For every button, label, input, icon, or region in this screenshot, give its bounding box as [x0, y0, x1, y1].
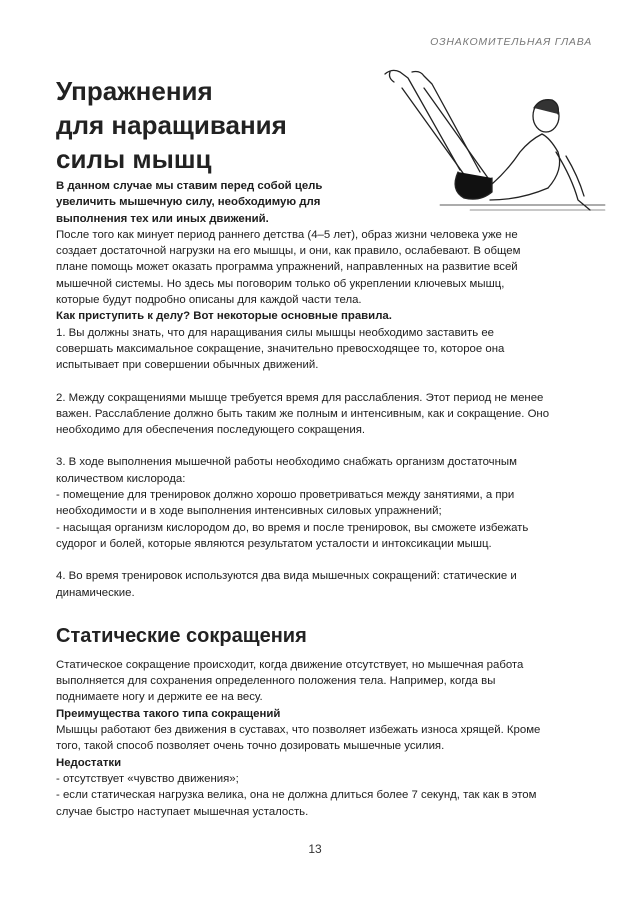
page-title	[56, 74, 287, 176]
rule-item: 1. Вы должны знать, что для наращивания силы мышцы необходимо заставить ее совершать максимальное сокращение, значительно превосходящее то, которое она испытывает при совершении обычных движений.	[56, 326, 505, 372]
section-heading: Статические сокращения	[56, 624, 307, 647]
title-line: для наращивания	[56, 110, 287, 140]
page-number: 13	[308, 842, 322, 856]
advantages-heading: Преимущества такого типа сокращений	[56, 707, 281, 720]
chapter-label: ОЗНАКОМИТЕЛЬНАЯ ГЛАВА	[430, 36, 592, 48]
rules-heading: Как приступить к делу? Вот некоторые основные правила.	[56, 310, 392, 323]
rule-item: - насыщая организм кислородом до, во время и после тренировок, вы сможете избежать судорог и болей, которые являются результатом усталости и интоксикации мышц.	[56, 521, 529, 550]
rule-item: 3. В ходе выполнения мышечной работы необходимо снабжать организм достаточным количеством кислорода:	[56, 456, 517, 485]
rule-item: 2. Между сокращениями мышце требуется время для расслабления. Этот период не менее важен. Расслабление должно быть таким же полным и интенсивным, как и сокращение. Оно необходимо для обеспечения последующего сокращения.	[56, 391, 550, 437]
static-paragraph: Статическое сокращение происходит, когда движение отсутствует, но мышечная работа выполняется для сохранения определенного положения тела. Например, когда вы поднимаете ногу и держите ее на весу.	[56, 658, 524, 704]
disadvantage-item: - если статическая нагрузка велика, она не должна длиться более 7 секунд, так как в этом случае быстро наступает мышечная усталость.	[56, 789, 537, 818]
intro-lead: В данном случае мы ставим перед собой цель увеличить мышечную силу, необходимую для выполнения тех или иных движений.	[56, 180, 323, 225]
title-line: силы мышц	[56, 144, 212, 174]
title-line: Упражнения	[56, 76, 213, 106]
rule-item: 4. Во время тренировок используются два вида мышечных сокращений: статические и динамические.	[56, 570, 517, 599]
rule-item: - помещение для тренировок должно хорошо проветриваться между занятиями, а при необходимости и в ходе выполнения интенсивных силовых упражнений;	[56, 489, 515, 518]
advantages-text: Мышцы работают без движения в суставах, что позволяет избежать износа хрящей. Кроме того, такой способ позволяет очень точно дозировать мышечные усилия.	[56, 724, 541, 753]
disadvantages-heading: Недостатки	[56, 756, 122, 769]
main-text	[56, 178, 550, 820]
disadvantage-item: - отсутствует «чувство движения»;	[56, 772, 239, 785]
intro-paragraph: После того как минует период раннего детства (4–5 лет), образ жизни человека уже не создает достаточной нагрузки на его мышцы, и они, как правило, ослабевают. В общем плане помощь может оказать программа упражнений, направленных на развитие всей мышечной системы. Но здесь мы поговорим только об укреплении ключевых мышц, которые будут подробно описаны для каждой части тела.	[56, 228, 521, 307]
